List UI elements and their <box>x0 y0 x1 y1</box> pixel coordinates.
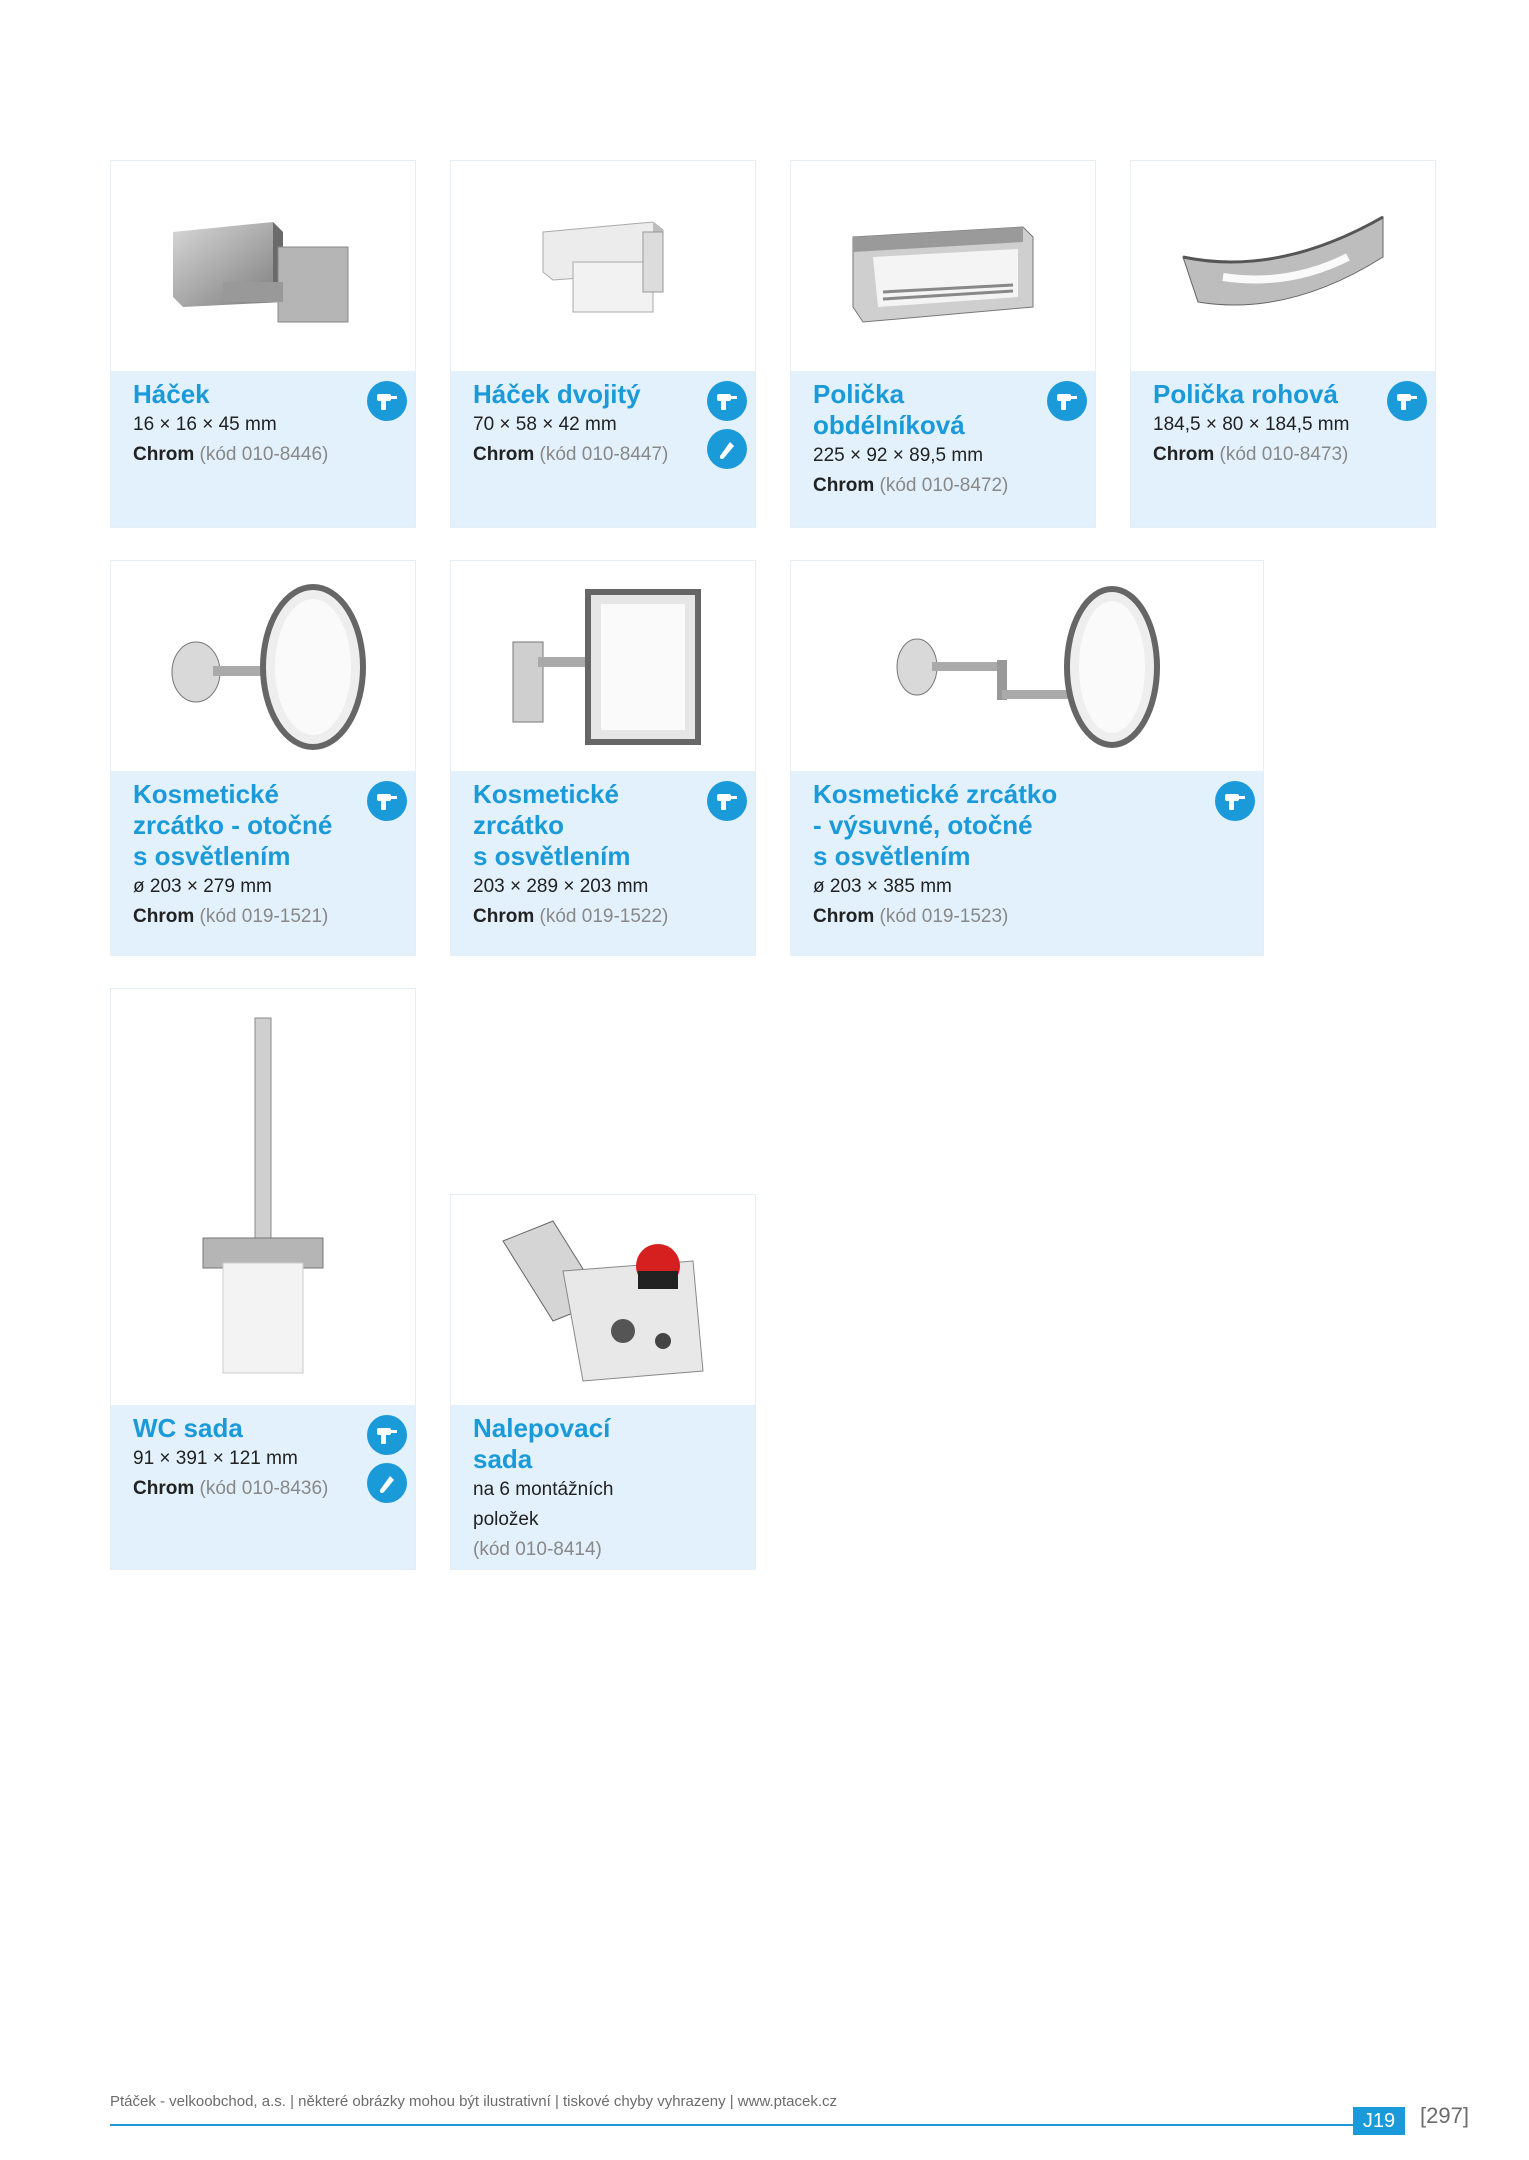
product-image <box>111 989 415 1407</box>
product-title: Kosmetické zrcátko - výsuvné, otočné s osvětlením <box>813 779 1058 871</box>
product-info <box>111 1405 415 1569</box>
product-info <box>111 371 415 527</box>
product-title: WC sada <box>133 1413 243 1443</box>
product-info <box>791 371 1095 527</box>
product-image <box>111 561 415 773</box>
drill-icon <box>1215 781 1255 821</box>
product-dimensions: 184,5 × 80 × 184,5 mm <box>1153 414 1350 435</box>
product-dimensions: 91 × 391 × 121 mm <box>133 1448 298 1469</box>
product-info <box>111 771 415 955</box>
product-title: Háček <box>133 379 210 409</box>
drill-icon <box>707 381 747 421</box>
product-title: Háček dvojitý <box>473 379 641 409</box>
product-dimensions: ø 203 × 385 mm <box>813 876 952 897</box>
product-image <box>791 561 1263 773</box>
product-info <box>451 771 755 955</box>
product-image <box>451 161 755 373</box>
product-card-wc-sada[interactable] <box>110 988 416 1570</box>
product-code: Chrom (kód 010-8472) <box>813 475 1009 496</box>
product-image <box>111 161 415 373</box>
product-dimensions: 70 × 58 × 42 mm <box>473 414 617 435</box>
product-dimensions: 203 × 289 × 203 mm <box>473 876 649 897</box>
product-title: Nalepovací sada <box>473 1413 611 1474</box>
product-code: Chrom (kód 019-1523) <box>813 906 1009 927</box>
product-info <box>451 1405 755 1569</box>
product-card-nalepovaci-sada[interactable] <box>450 1194 756 1570</box>
product-image <box>791 161 1095 373</box>
product-code: Chrom (kód 010-8447) <box>473 444 669 465</box>
product-card-zrcatko-otocne[interactable] <box>110 560 416 956</box>
product-dimensions: ø 203 × 279 mm <box>133 876 272 897</box>
product-dimensions: 225 × 92 × 89,5 mm <box>813 445 984 466</box>
product-image <box>451 561 755 773</box>
product-description: na 6 montážních položek <box>473 1479 614 1530</box>
product-image <box>1131 161 1435 373</box>
drill-icon <box>1387 381 1427 421</box>
glue-icon <box>367 1463 407 1503</box>
drill-icon <box>367 381 407 421</box>
section-label: J19 <box>1353 2107 1405 2135</box>
product-card-zrcatko-hranate[interactable] <box>450 560 756 956</box>
product-card-policka-obdelnikova[interactable] <box>790 160 1096 528</box>
drill-icon <box>367 781 407 821</box>
product-code: Chrom (kód 019-1522) <box>473 906 669 927</box>
product-code: Chrom (kód 010-8473) <box>1153 444 1349 465</box>
product-info <box>1131 371 1435 527</box>
drill-icon <box>707 781 747 821</box>
page-number: [297] <box>1420 2103 1469 2128</box>
product-dimensions: 16 × 16 × 45 mm <box>133 414 277 435</box>
drill-icon <box>1047 381 1087 421</box>
product-card-hacek[interactable] <box>110 160 416 528</box>
footer-divider <box>110 2124 1353 2126</box>
product-title: Kosmetické zrcátko s osvětlením <box>473 779 631 871</box>
product-code: Chrom (kód 010-8446) <box>133 444 329 465</box>
product-title: Kosmetické zrcátko - otočné s osvětlením <box>133 779 333 871</box>
product-code: (kód 010-8414) <box>473 1539 602 1560</box>
drill-icon <box>367 1415 407 1455</box>
product-card-zrcatko-vysuvne[interactable] <box>790 560 1264 956</box>
footer-text: Ptáček - velkoobchod, a.s. | některé obrázky mohou být ilustrativní | tiskové chyby vyhrazeny | www.ptacek.cz <box>110 2093 838 2110</box>
product-title: Polička rohová <box>1153 379 1338 409</box>
product-image <box>451 1195 755 1407</box>
product-title: Polička obdélníková <box>813 379 965 440</box>
product-code: Chrom (kód 010-8436) <box>133 1478 329 1499</box>
product-card-hacek-dvojity[interactable] <box>450 160 756 528</box>
glue-icon <box>707 429 747 469</box>
product-info <box>451 371 755 527</box>
product-card-policka-rohova[interactable] <box>1130 160 1436 528</box>
product-code: Chrom (kód 019-1521) <box>133 906 329 927</box>
product-info <box>791 771 1263 955</box>
